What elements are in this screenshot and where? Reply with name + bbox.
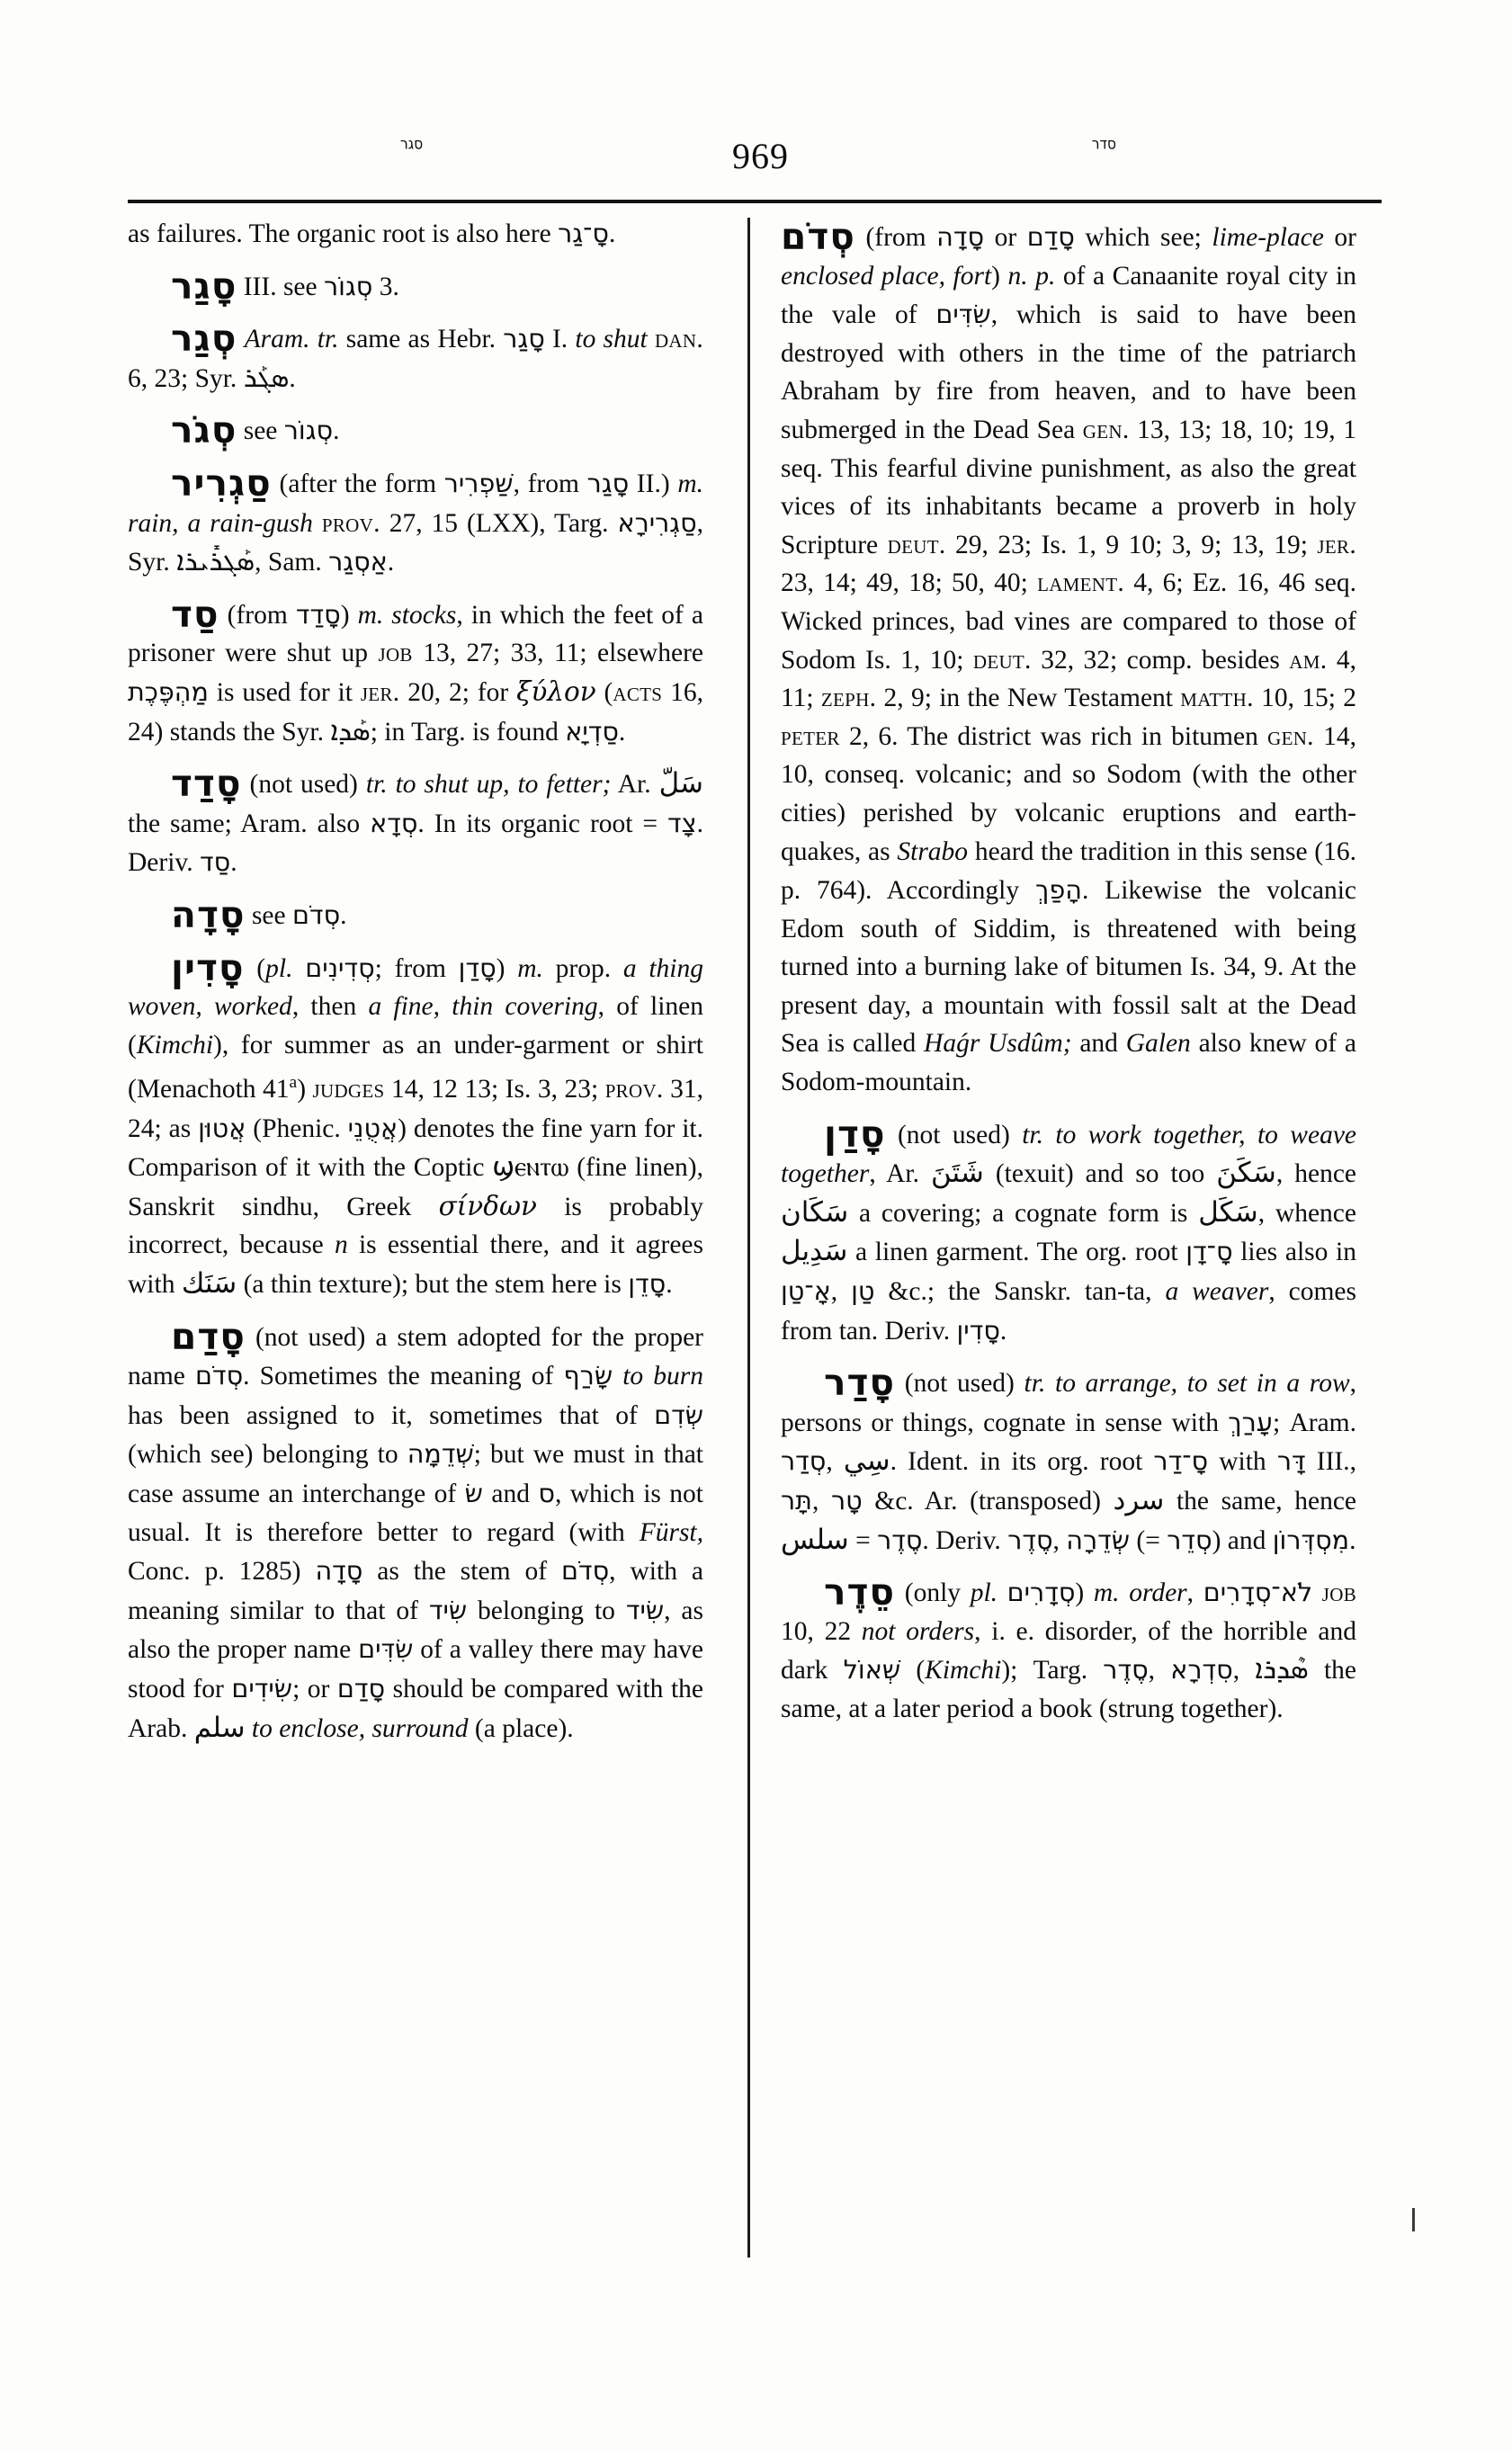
entry-body-6: , Syr. [128,508,704,577]
right-column [781,214,1356,1729]
entry-body-3: , in which the feet of a prisoner were shut up [128,600,703,668]
entry-hebrew-3: אֲטוּן [198,1112,246,1143]
entry-body-10: 14, 12 13; Is. 3, 23; [384,1075,605,1104]
entry-body-5: . Deriv. [128,809,703,878]
entry-lemma: סָדַם [171,1314,246,1358]
entry-body-1 [237,325,244,353]
entry-pos-label: n. p. [1007,261,1056,291]
entry-hebrew-11: מִסְדְּרוֹן [1272,1524,1350,1555]
entry-body-6: . [289,363,296,393]
entry-body-4 [313,509,322,538]
entry-hebrew-1: סָדַד [295,598,341,630]
entry-italic-2: enclosed place, fort [781,261,992,291]
entry-body-9: ); Targ. [1001,1656,1104,1685]
entry-hebrew-1: סְדָא [370,807,418,838]
authority-kimchi: Kimchi [136,1030,214,1060]
arabic-1: سَنَك [181,1267,237,1301]
entry-body-5: 6, 23; Syr. [128,363,244,393]
entry-hebrew-3: סַדְיָא [565,715,619,747]
entry-body-15: is probably incorrect, because [128,1192,703,1260]
entry-body-17: (a thin texture); but the stem here is [237,1270,629,1300]
entry-body-3: I. [544,325,576,354]
entry-hebrew-1: שַׁפְרִיר [443,467,514,498]
entry-body-6: , then [291,992,369,1022]
scan-edge-mark [1412,2208,1415,2231]
entry-italic-3: to enclose, surround [251,1713,469,1743]
entry-italic-1: tr. to shut up, to fetter; [365,770,612,800]
two-column-body [128,214,1387,2283]
entry-hebrew-3: שְׁאוֹל [843,1654,901,1685]
running-head-left-catchword: סגר [400,135,424,154]
entry-sadah [128,892,703,935]
entry-hebrew-2: לֹא־סְדָרִים [1203,1577,1313,1608]
entry-body-3 [613,1362,622,1390]
entry-segor [128,407,703,451]
entry-hebrew-9: שִׂיד [428,1594,468,1625]
entry-body-7: , of linen ( [128,992,703,1060]
running-head-right-catchword: סדר [1091,135,1116,154]
entry-body-8: 16, 24) stands the Syr. [128,677,704,747]
entry-body-4: . In its organic root = [417,809,668,838]
entry-body-5: prop. [542,953,623,983]
superscript-a: a [289,1073,298,1093]
place-name-hagr-usdum: Haǵr Usdûm; [924,1029,1072,1059]
entry-body-9: ; in Targ. is found [370,717,566,747]
entry-body-7: , which is said to have been destroyed with others in the time of the patriarch Abraham by fire from heaven, and to have been submerged in the Dead Sea [781,300,1356,444]
entry-hebrew-1: סָדָה [936,221,985,252]
entry-body-15: ) and [1212,1525,1273,1555]
entry-body-1: (not used) [895,1369,1024,1399]
entry-body-10: 23, 14; 49, 18; 50, 40; [781,568,1038,598]
entry-body-7: , Sam. [255,548,329,577]
entry-hebrew-4: דָּר [1276,1445,1306,1477]
entry-sad [128,592,703,751]
entry-hebrew-2: צָד [667,807,697,838]
continuation-text-2: . [608,219,616,248]
entry-body-6: . [230,848,237,878]
entry-body-2: ) [340,600,358,630]
entry-body-6: of a Canaanite royal city in the vale of [781,261,1357,330]
entry-hebrew-5: תָּר [781,1485,812,1516]
entry-body-12: (Phenic. [246,1113,348,1143]
scripture-ref-3: jer. [1317,530,1357,559]
entry-italic-1: to burn [622,1362,703,1391]
entry-lemma: סֵדֶר [824,1570,896,1614]
entry-italic-1: lime-place [1212,223,1324,252]
entry-body-14: (fine linen), Sanskrit sindhu, Greek [128,1153,703,1221]
entry-body-4: ) [496,953,518,983]
entry-sadin [128,945,703,1304]
entry-body-13: 4, 11; [781,645,1356,713]
entry-body-2: or [984,223,1027,252]
entry-hebrew-1: סְגוֹר [283,415,334,446]
entry-body-12: 32, 32; comp. besides [1031,645,1290,675]
scripture-ref-2: deut. [887,530,946,559]
entry-body-9: , [830,1277,852,1307]
entry-body-3: II.) [629,469,678,498]
entry-body-20: and [1071,1029,1126,1059]
continuation-text-1: as failures. The organic root is also here [128,219,559,248]
entry-body-4: or [1323,223,1357,252]
entry-italic-4: a fine, thin covering [368,992,598,1022]
entry-hebrew-3: שִׂדִּים [935,299,991,330]
authority-galen: Galen [1125,1029,1191,1059]
entry-body-21: also knew of a Sodom-mountain. [781,1029,1356,1097]
entry-body-18: heard the tradition in this sense (16. p. 764). Accordingly [781,836,1356,906]
entry-sadan [781,1112,1356,1351]
entry-hebrew-13: סָדַם [336,1673,386,1704]
entry-lemma: סַגְרִיר [171,460,272,505]
entry-body-11: 4, 6; Ez. 16, 46 seq. Wicked princes, bad vines are compared to those of Sodom Is. 1, 10; [781,568,1357,675]
scripture-ref-1: job [378,639,413,668]
entry-body-11: 31, 24; as [128,1075,703,1143]
arabic-1: سِي [843,1444,890,1478]
coptic-1: ϣⲉⲛⲧⲱ [492,1151,569,1183]
entry-body-3: (texuit) and so too [983,1159,1217,1189]
entry-body-14: of a valley there may have stood for [128,1635,703,1704]
entry-italic-1: tr. to work together, to weave together [781,1120,1356,1189]
entry-hebrew-1: סְדִינִים [305,952,375,983]
entry-italic-1: pl. [265,953,293,983]
column-divider [747,218,750,2258]
entry-body-1: (from [219,600,296,630]
entry-hebrew-3: שְׂדִם [654,1399,703,1430]
scripture-ref-8: matth. [1180,684,1254,713]
entry-body-2: 3. [372,272,399,301]
syriac-1: ܣܓܰܪ [243,361,290,394]
entry-body-2: , from [513,469,587,498]
entry-body-5: (which see) belonging to [128,1440,407,1470]
entry-hebrew-6: ס [538,1478,555,1509]
entry-italic-1: Aram. tr. [244,325,339,354]
entry-body-2: , Ar. [869,1159,931,1189]
arabic-1: شَتَنَ [930,1157,984,1190]
entry-body-12: . [999,1316,1007,1346]
entry-hebrew-10: סְדֵר [1167,1524,1212,1555]
scripture-ref-2: jer. [360,677,400,707]
entry-lemma: סְגֹר [171,408,237,452]
entry-body-7: and [482,1480,539,1509]
entry-body-5: 27, 15 (LXX), Targ. [380,508,618,538]
scripture-ref-1: job [1321,1578,1357,1608]
entry-body-2 [292,954,305,983]
entry-body-1: see [245,900,292,930]
entry-hebrew-8: סְדֹם [561,1555,610,1587]
entry-body-16: is essential there, and it agrees with [128,1230,703,1300]
entry-body-2: . Sometimes the meaning of [243,1362,564,1391]
entry-body-9: 29, 23; Is. 1, 9 10; 3, 9; 13, 19; [945,530,1318,559]
entry-body-12: belonging to [467,1596,626,1625]
entry-body-10: , [1148,1656,1171,1685]
entry-body-15: ; or [292,1675,337,1704]
scripture-ref-2: prov. [604,1075,664,1104]
entry-body-10: the same, hence [1164,1487,1356,1516]
entry-body-9: Conc. p. 1285) [128,1557,316,1587]
entry-body-13: , [1052,1525,1067,1555]
entry-body-11: , [1232,1656,1256,1685]
entry-body-6: ; but we must in that case assume an interchange of [128,1440,704,1509]
entry-seder [781,1569,1356,1728]
entry-hebrew-6: טָר [830,1485,863,1516]
scripture-ref-1: judges [312,1075,385,1104]
entry-body-1: (not used) a stem adopted for the proper name [128,1322,703,1391]
entry-body-16: . [1349,1525,1356,1555]
entry-body-8: ( [900,1656,926,1685]
entry-body-6: , whence [1257,1198,1356,1228]
entry-body-10: as the stem of [362,1557,561,1587]
entry-body-3: ; Aram. [1272,1408,1356,1437]
syriac-1: ܣܰܕܐ [330,714,371,747]
entry-body-11: , comes from tan. Deriv. [781,1277,1357,1346]
entry-hebrew-4: סָדִין [956,1314,1000,1346]
continuation-hebrew-1: סָ־גַר [558,218,609,248]
entry-hebrew-3: סַד [200,846,231,878]
entry-body-5 [1312,1578,1322,1607]
arabic-1: سَلّ [658,767,703,800]
entry-body-2: same as Hebr. [338,325,504,354]
entry-body-17: 14, 10, conseq. volcanic; and so Sodom (with the other cities) perished by volcanic eruptions and earth-quakes, as [781,721,1357,866]
entry-body-8: , which is not usual. It is therefore better to regard (with [128,1480,704,1547]
entry-hebrew-7: סָדָה [315,1555,363,1587]
entry-continuation [128,214,703,254]
entry-hebrew-8: סֶדֶר [1007,1524,1053,1555]
scripture-ref-9: peter [781,721,840,751]
entry-body-4: has been assigned to it, sometimes that of [128,1400,655,1430]
entry-lemma: סָדַר [824,1361,896,1405]
entry-body-18: . [666,1270,673,1300]
entry-body-12: the same, at a later period a book (strung together). [781,1656,1356,1723]
entry-hebrew-5: שׂ [464,1478,483,1509]
entry-hebrew-3: טַן [851,1275,875,1307]
page-number: 969 [732,136,789,176]
entry-sadar [781,1360,1356,1560]
entry-lemma: סָדַן [824,1112,886,1156]
authority-kimchi: Kimchi [925,1656,1002,1685]
entry-italic-6: n [335,1230,348,1260]
entry-sadad [128,761,703,882]
entry-hebrew-4: אַסְגַר [328,546,388,577]
entry-body-18: (a place). [468,1713,574,1743]
arabic-5: سَدِيل [781,1235,848,1268]
entry-body-2: . [340,900,347,930]
entry-hebrew-1: סְדָרִים [1007,1577,1076,1608]
entry-hebrew-2: סָדַם [1026,221,1075,252]
entry-hebrew-1: סְדֹם [195,1360,244,1391]
entry-body-4 [648,325,655,353]
entry-body-8: lies also in [1232,1238,1357,1267]
entry-hebrew-4: סֶדֶר [1103,1654,1149,1685]
entry-hebrew-2: אָ־טַן [781,1275,831,1307]
entry-body-4: 13, 27; 33, 11; elsewhere [412,639,703,668]
entry-body-6: 10, 22 [781,1616,862,1646]
entry-body-3: the same; Aram. also [128,809,371,838]
entry-italic-1: m. rain, a rain-gush [128,469,703,538]
entry-italic-1: m. stocks [357,600,457,630]
entry-hebrew-2: שָׂרַף [563,1360,613,1391]
entry-hebrew-3: סַגְרִירָא [617,506,697,538]
entry-italic-1: tr. to arrange, to set in a row [1024,1369,1350,1399]
entry-hebrew-4: שְׁדֵמָה [407,1438,474,1470]
entry-hebrew-2: סְדַר [781,1445,827,1477]
entry-body-2: , persons or things, cognate in sense with [781,1369,1356,1437]
entry-body-3: ; from [374,953,459,983]
entry-body-11: , with a meaning similar to that of [128,1557,703,1625]
header-rule [128,200,1382,203]
entry-lemma: סַד [171,592,219,636]
entry-hebrew-2: מַהְפֶּכֶת [128,675,209,707]
entry-hebrew-5: סָדֵן [628,1268,667,1300]
arabic-3: سلس [781,1523,849,1556]
entry-hebrew-4: אֲטֻנֵי [347,1112,398,1143]
entry-body-16: should be compared with the Arab. [128,1675,703,1743]
entry-body-3: ) [1075,1578,1094,1608]
entry-hebrew-1: עָרַךְ [1228,1406,1273,1437]
entry-body-6: 20, 2; for [399,677,517,707]
entry-italic-1: pl. [970,1578,998,1608]
entry-sagar-III [128,264,703,307]
entry-sagrir [128,460,703,582]
scripture-ref-10: gen. [1267,721,1314,751]
scripture-ref-1: prov. [321,508,380,538]
entry-body-8: 13, 13; 18, 10; 19, 1 seq. This fearful divine punishment, as also the great vices of its inhabitants became a proverb in holy Scripture [781,415,1356,559]
entry-body-16: 2, 6. The district was rich in bitumen [839,721,1268,751]
entry-body-1: see [237,416,284,446]
entry-italic-2: a weaver [1165,1277,1269,1307]
entry-body-2 [998,1578,1007,1607]
entry-body-11: = [848,1525,878,1555]
syriac-1: ܣܶܕܪܐ [1255,1653,1309,1686]
entry-body-4: , [826,1447,844,1477]
greek-1: σίνδων [438,1190,537,1221]
entry-body-1: ( [244,953,266,983]
entry-italic-2: to shut [575,325,648,354]
entry-lemma: סְגַר [171,317,237,361]
entry-body-10: . [618,717,626,747]
entry-italic-2: m. order [1093,1578,1187,1608]
entry-body-1: (after the form [271,469,444,498]
entry-hebrew-3: סָ־דַר [1153,1445,1209,1477]
entry-body-12: . Deriv. [922,1525,1008,1555]
entry-body-1: (from [854,223,937,252]
entry-body-14: 2, 9; in the New Testament [876,684,1181,713]
entry-hebrew-7: סֶדֶר [877,1524,923,1555]
entry-segar-aram [128,316,703,398]
entry-hebrew-1: סְגוֹר [324,270,373,301]
entry-italic-3: not orders [861,1616,975,1646]
arabic-2: سَكَنَ [1216,1157,1276,1190]
scripture-ref-6: am. [1289,645,1328,675]
entry-body-8: ), for summer as an under-garment or shirt (Menachoth 41 [128,1030,703,1104]
entry-lemma: סְדֹם [781,215,855,258]
running-head [135,135,1386,198]
entry-body-7: a linen garment. The org. root [847,1238,1186,1267]
entry-hebrew-12: שִׂידִים [231,1673,293,1704]
entry-body-13: , as also the proper name [128,1596,703,1665]
arabic-2: سرد [1113,1484,1165,1516]
entry-italic-3: a thing woven, worked [128,953,703,1022]
arabic-3: سَكَان [781,1195,849,1229]
entry-body-9: ) [297,1075,313,1104]
entry-hebrew-4: הָפַךְ [1035,874,1082,906]
entry-hebrew-10: שִׂיד [625,1594,665,1625]
entry-body-4: , [1186,1578,1203,1608]
entry-lemma: סָדִין [171,945,245,989]
entry-hebrew-1: סְדֹם [291,899,341,930]
scripture-ref-3: acts [613,677,663,707]
entry-body-5: ) [991,261,1008,291]
entry-hebrew-11: שִׂדִּים [358,1633,414,1665]
entry-body-19: . Likewise the volcanic Edom south of Siddim, is threatened with being turned into a burning lake of bitumen Is. 34, 9. At the present day, a mountain with fossil salt at the Dead Sea is called [781,876,1356,1059]
scripture-ref-7: zeph. [820,684,877,713]
entry-hebrew-5: סִדְרָא [1170,1654,1233,1685]
greek-1: ξύλον [516,675,596,707]
entry-lemma: סָדַד [171,762,242,806]
entry-body-6: with [1208,1447,1277,1477]
entry-body-1: (only [895,1578,971,1608]
entry-hebrew-2: סָדַן [458,952,497,983]
entry-sedom [781,214,1356,1102]
entry-body-14: (= [1130,1525,1168,1555]
syriac-1: ܣܰܓܪܺܝܪܐ [176,545,255,578]
entry-body-1: III. see [237,272,324,301]
entry-lemma: סָדָה [171,892,246,936]
entry-body-7: ( [595,677,613,707]
entry-body-9: &c. Ar. (transposed) [862,1487,1114,1516]
entry-body-7: III., [1305,1447,1356,1477]
scripture-ref-1: gen. [1082,415,1130,444]
entry-body-13: ) denotes the fine yarn for it. Comparison of it with the Coptic [128,1113,703,1183]
entry-hebrew-1: סָגַר [503,323,545,354]
entry-body-8: . [387,548,395,577]
scripture-ref-4: lament. [1037,568,1125,598]
entry-lemma: סָגַר [171,264,237,308]
entry-sadam [128,1314,703,1748]
entry-body-10: &c.; the Sanskr. tan-ta, [874,1277,1166,1307]
entry-body-5: a covering; a cognate form is [848,1198,1199,1228]
arabic-1: سلم [193,1711,246,1744]
authority-fuerst: Fürst, [639,1517,703,1547]
entry-body-8: , [811,1487,831,1516]
entry-body-5: is used for it [208,677,361,707]
scripture-ref-5: deut. [972,645,1032,675]
entry-body-1: (not used) [885,1120,1023,1149]
entry-body-5: . Ident. in its org. root [890,1447,1154,1477]
entry-italic-2: m. [517,953,543,983]
authority-strabo: Strabo [897,836,969,866]
entry-body-3: which see; [1074,223,1212,252]
entry-body-2: . [333,416,340,446]
entry-hebrew-2: סָגַר [586,467,630,498]
left-column [128,214,703,1748]
scripture-ref-1: dan. [654,325,704,354]
entry-body-2: Ar. [611,770,659,800]
entry-body-1: (not used) [241,770,366,800]
arabic-4: سَكَل [1198,1195,1258,1229]
entry-body-7: , i. e. disorder, of the horrible and dark [781,1616,1356,1685]
entry-body-4: , hence [1275,1159,1357,1189]
entry-body-17 [246,1714,252,1743]
entry-body-15: 10, 15; 2 [1253,684,1356,713]
entry-hebrew-9: שְׂדֵרָה [1066,1524,1131,1555]
entry-hebrew-1: סָ־דָן [1185,1236,1233,1267]
